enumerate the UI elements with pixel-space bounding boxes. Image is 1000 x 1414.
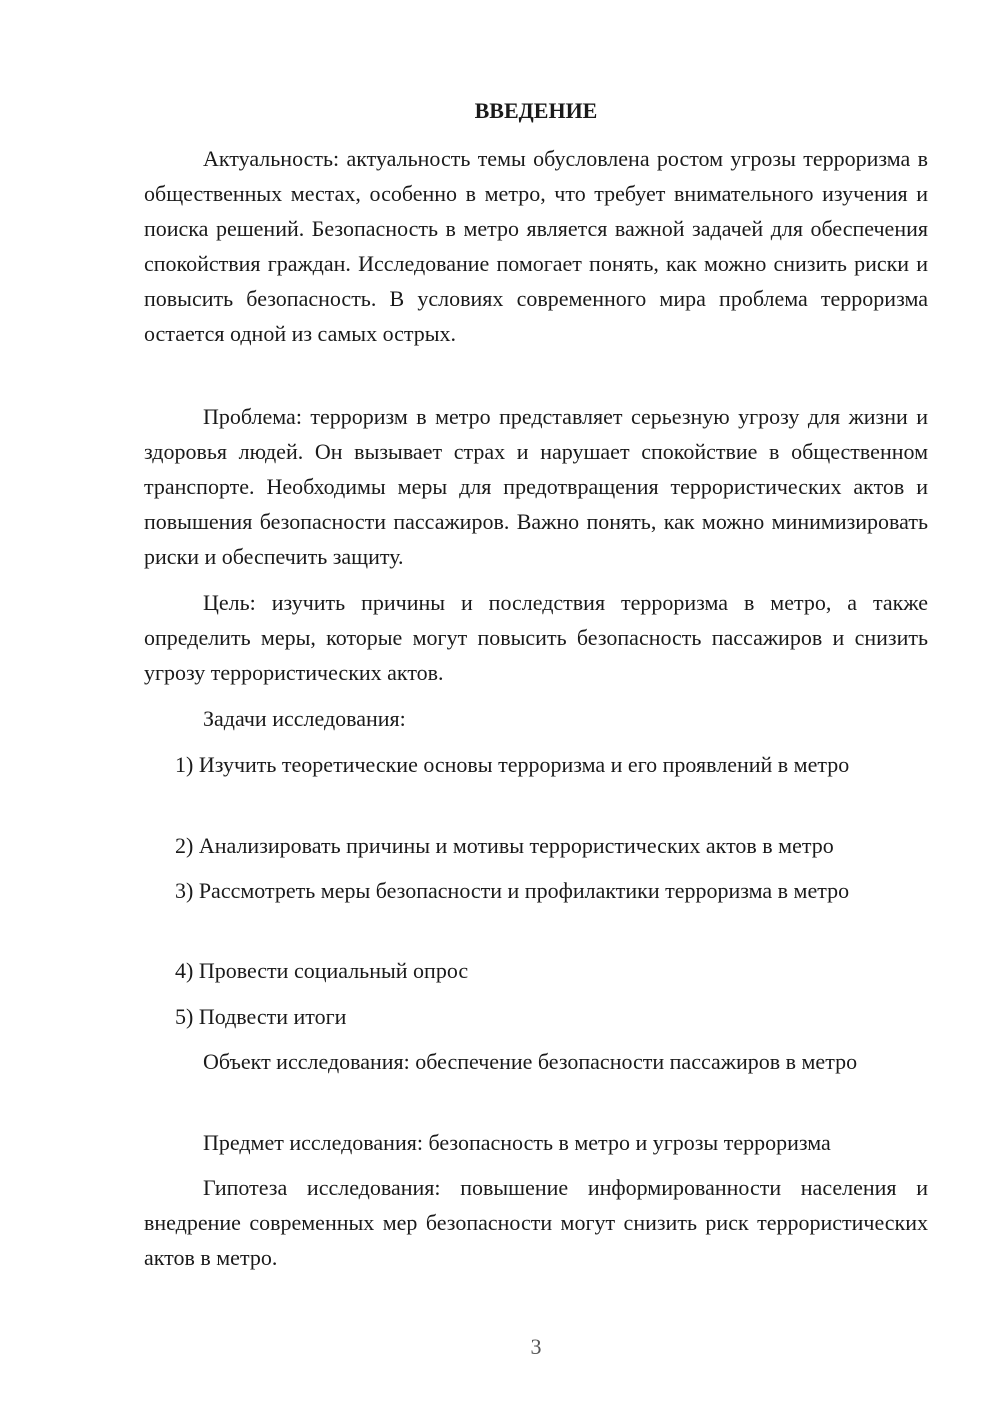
paragraph-goal: Цель: изучить причины и последствия терроризма в метро, а также определить меры, которые могут повысить безопасность пассажиров и снизить угрозу террористических актов. <box>144 590 928 685</box>
paragraph-subject: Предмет исследования: безопасность в метро и угрозы терроризма <box>203 1130 831 1155</box>
paragraph-relevance: Актуальность: актуальность темы обусловлена ростом угрозы терроризма в общественных местах, особенно в метро, что требует внимательного изучения и поиска решений. Безопасность в метро является важной задачей для обеспечения спокойствия граждан. Исследование помогает понять, как можно снизить риски и повысить безопасность. В условиях современного мира проблема терроризма остается одной из самых острых. <box>144 146 928 346</box>
paragraph-hypothesis: Гипотеза исследования: повышение информированности населения и внедрение современных мер безопасности могут снизить риск террористических актов в метро. <box>144 1175 928 1270</box>
task-item-5: 5) Подвести итоги <box>175 1004 347 1029</box>
tasks-heading: Задачи исследования: <box>203 706 406 731</box>
paragraph-object: Объект исследования: обеспечение безопасности пассажиров в метро <box>203 1049 858 1074</box>
task-item-1: 1) Изучить теоретические основы терроризма и его проявлений в метро <box>175 752 850 777</box>
task-item-3: 3) Рассмотреть меры безопасности и профилактики терроризма в метро <box>175 878 850 903</box>
paragraph-problem: Проблема: терроризм в метро представляет серьезную угрозу для жизни и здоровья людей. Он вызывает страх и нарушает спокойствие в общественном транспорте. Необходимы меры для предотвращения террористических актов и повышения безопасности пассажиров. Важно понять, как можно минимизировать риски и обеспечить защиту. <box>144 404 928 569</box>
task-item-4: 4) Провести социальный опрос <box>175 958 469 983</box>
page-number: 3 <box>530 1334 542 1359</box>
task-item-2: 2) Анализировать причины и мотивы террористических актов в метро <box>175 833 834 858</box>
section-title: ВВЕДЕНИЕ <box>474 98 598 123</box>
